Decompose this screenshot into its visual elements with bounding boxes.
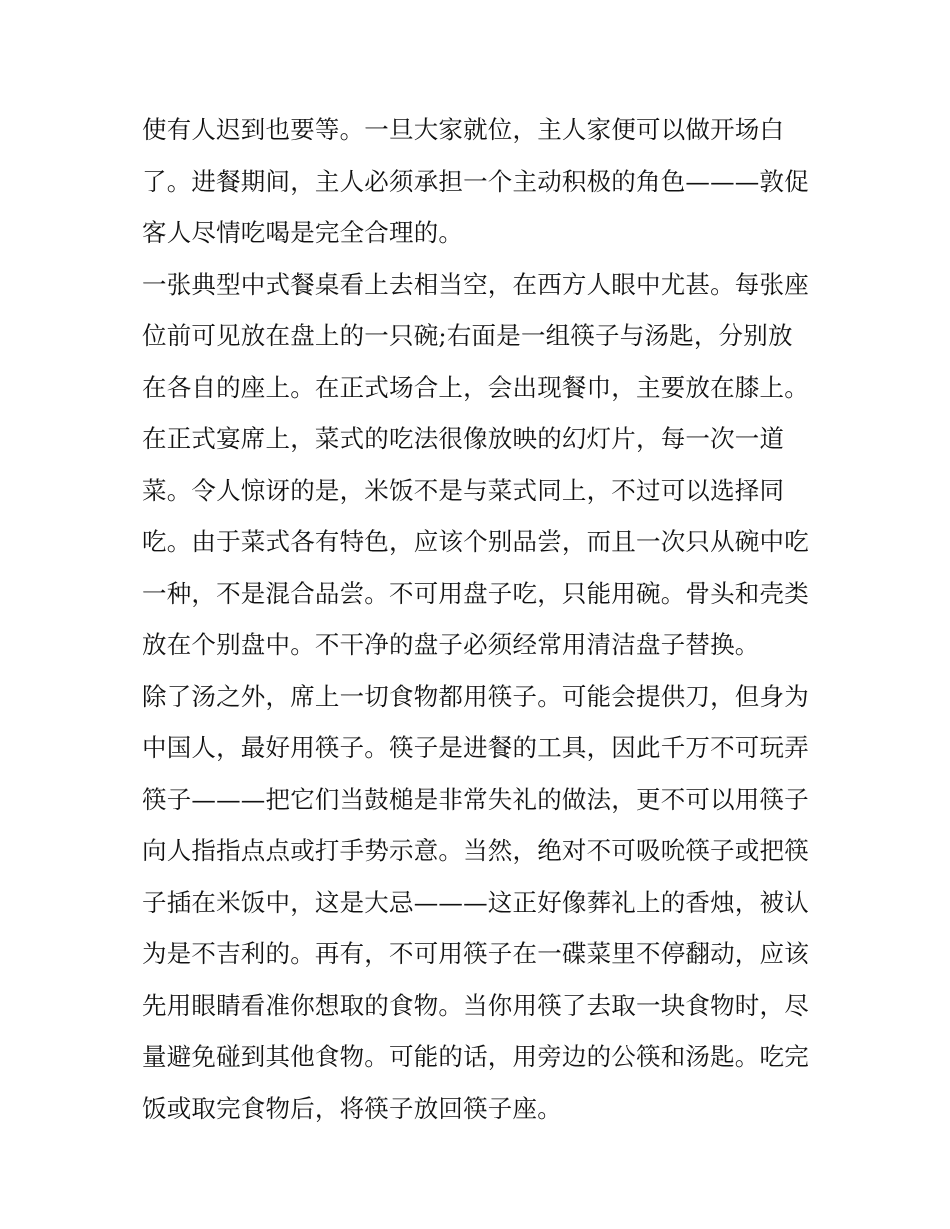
text-line: 位前可见放在盘上的一只碗;右面是一组筷子与汤匙，分别放 <box>142 321 793 350</box>
text-line: 中国人，最好用筷子。筷子是进餐的工具，因此千万不可玩弄 <box>142 733 809 762</box>
text-line: 一张典型中式餐桌看上去相当空，在西方人眼中尤甚。每张座 <box>142 269 809 299</box>
text-line: 先用眼睛看准你想取的食物。当你用筷了去取一块食物时，尽 <box>142 990 809 1020</box>
text-line: 饭或取完食物后，将筷子放回筷子座。 <box>142 1093 562 1123</box>
text-line: 菜。令人惊讶的是，米饭不是与菜式同上，不过可以选择同 <box>142 475 785 505</box>
body-text <box>142 104 822 1134</box>
text-line: 放在个别盘中。不干净的盘子必须经常用清洁盘子替换。 <box>142 630 760 659</box>
text-line: 吃。由于菜式各有特色，应该个别品尝，而且一次只从碗中吃 <box>142 527 809 556</box>
text-line: 客人尽情吃喝是完全合理的。 <box>142 218 464 247</box>
text-line: 量避免碰到其他食物。可能的话，用旁边的公筷和汤匙。吃完 <box>142 1042 809 1071</box>
text-line: 为是不吉利的。再有，不可用筷子在一碟菜里不停翻动，应该 <box>142 939 809 968</box>
text-line: 向人指指点点或打手势示意。当然，绝对不可吸吮筷子或把筷 <box>142 836 809 865</box>
text-line: 了。进餐期间，主人必须承担一个主动积极的角色———敦促 <box>142 166 809 196</box>
text-line: 筷子———把它们当鼓槌是非常失礼的做法，更不可以用筷子 <box>142 784 809 814</box>
text-line: 使有人迟到也要等。一旦大家就位，主人家便可以做开场白 <box>142 115 785 144</box>
text-line: 在正式宴席上，菜式的吃法很像放映的幻灯片，每一次一道 <box>142 424 785 453</box>
text-line: 子插在米饭中，这是大忌———这正好像葬礼上的香烛，被认 <box>142 887 809 917</box>
text-line: 一种，不是混合品尝。不可用盘子吃，只能用碗。骨头和壳类 <box>142 578 809 608</box>
text-line: 除了汤之外，席上一切食物都用筷子。可能会提供刀，但身为 <box>142 681 809 711</box>
text-line: 在各自的座上。在正式场合上，会出现餐巾，主要放在膝上。 <box>142 372 809 402</box>
